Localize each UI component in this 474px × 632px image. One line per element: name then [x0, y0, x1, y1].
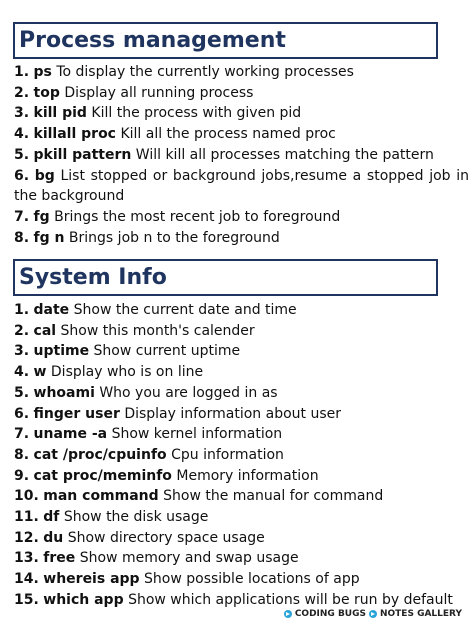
- command-number: 1.: [14, 302, 30, 318]
- system-info-list: [14, 300, 474, 611]
- list-item: [14, 228, 474, 249]
- command-number: 8.: [14, 446, 30, 463]
- list-item: [14, 145, 474, 166]
- command-number: 6.: [14, 405, 30, 422]
- footer-label-coding-bugs: CODING BUGS: [294, 609, 366, 619]
- command-number: 10.: [14, 488, 39, 505]
- list-item: [14, 507, 474, 528]
- command-name: whereis app: [43, 571, 140, 588]
- command-description: Show the manual for command: [163, 488, 384, 505]
- telegram-icon: [369, 610, 377, 618]
- section-header-process-management: [13, 22, 438, 59]
- command-description: Show this month's calender: [60, 322, 255, 339]
- command-description: Show the disk usage: [63, 509, 209, 526]
- command-description: Display all running process: [64, 84, 254, 101]
- command-description: Kill all the process named proc: [120, 126, 336, 143]
- list-item: [14, 466, 474, 487]
- command-number: 5.: [14, 384, 30, 401]
- command-name: pkill pattern: [33, 146, 132, 163]
- command-number: 11.: [14, 509, 39, 526]
- command-name: cat /proc/cpuinfo: [33, 446, 167, 463]
- list-item: [14, 166, 469, 207]
- command-name: killall proc: [33, 126, 116, 143]
- command-number: 14.: [14, 571, 39, 588]
- list-item: [14, 528, 474, 549]
- command-description: Show current uptime: [93, 343, 241, 360]
- command-description: Show memory and swap usage: [79, 550, 299, 567]
- command-number: 4.: [14, 364, 30, 381]
- command-number: 3.: [14, 343, 30, 360]
- command-name: top: [33, 84, 60, 101]
- command-number: 9.: [14, 467, 30, 484]
- command-name: kill pid: [33, 105, 87, 122]
- command-name: du: [43, 529, 64, 546]
- section-title: Process management: [19, 28, 286, 53]
- command-number: 5.: [14, 146, 30, 163]
- command-name: uptime: [33, 343, 90, 360]
- section-header-system-info: [13, 259, 438, 296]
- command-number: 7.: [14, 426, 30, 443]
- list-item: [14, 103, 474, 124]
- command-number: 6.: [14, 167, 30, 184]
- command-number: 2.: [14, 322, 30, 339]
- footer-watermark: [284, 609, 462, 619]
- command-name: uname -a: [33, 426, 108, 443]
- command-number: 7.: [14, 208, 30, 225]
- command-description: List stopped or background jobs,resume a stopped job in the background: [14, 167, 470, 205]
- command-description: Brings the most recent job to foreground: [54, 208, 341, 225]
- list-item: [14, 321, 474, 342]
- list-item: [14, 486, 474, 507]
- command-number: 13.: [14, 550, 39, 567]
- command-description: Show the current date and time: [73, 302, 297, 318]
- command-description: Kill the process with given pid: [91, 105, 302, 122]
- list-item: [14, 362, 474, 383]
- command-description: Show which applications will be run by default: [128, 591, 453, 608]
- command-name: which app: [43, 591, 124, 608]
- command-name: cal: [33, 322, 57, 339]
- command-number: 12.: [14, 529, 39, 546]
- section-title: System Info: [19, 265, 167, 290]
- command-description: Memory information: [176, 467, 319, 484]
- command-name: whoami: [33, 384, 95, 401]
- command-description: Show kernel information: [111, 426, 283, 443]
- list-item: [14, 341, 474, 362]
- command-name: fg: [33, 208, 50, 225]
- list-item: [14, 569, 474, 590]
- command-name: bg: [34, 167, 55, 184]
- list-item: [14, 404, 474, 425]
- command-name: date: [33, 302, 70, 318]
- command-name: finger user: [33, 405, 120, 422]
- command-description: Cpu information: [171, 446, 284, 463]
- telegram-icon: [284, 610, 292, 618]
- command-description: Who you are logged in as: [99, 384, 278, 401]
- list-item: [14, 83, 474, 104]
- command-description: Show possible locations of app: [144, 571, 360, 588]
- list-item: [14, 300, 474, 321]
- command-number: 2.: [14, 84, 30, 101]
- command-description: Display who is on line: [50, 364, 204, 381]
- list-item: [14, 548, 474, 569]
- command-name: cat proc/meminfo: [33, 467, 172, 484]
- command-description: Brings job n to the foreground: [68, 229, 280, 246]
- process-management-list: [14, 62, 474, 248]
- list-item: [14, 62, 474, 83]
- list-item: [14, 207, 474, 228]
- list-item: [14, 383, 474, 404]
- list-item: [14, 445, 474, 466]
- command-number: 8.: [14, 229, 30, 246]
- command-name: w: [33, 364, 47, 381]
- command-name: free: [43, 550, 76, 567]
- command-name: fg n: [33, 229, 65, 246]
- command-description: Will kill all processes matching the pattern: [135, 146, 434, 163]
- command-number: 4.: [14, 126, 30, 143]
- command-name: man command: [43, 488, 159, 505]
- command-number: 1.: [14, 64, 30, 80]
- command-description: Show directory space usage: [67, 529, 265, 546]
- list-item: [14, 424, 474, 445]
- list-item: [14, 124, 474, 145]
- list-item: [14, 590, 474, 611]
- command-number: 15.: [14, 591, 39, 608]
- command-description: Display information about user: [124, 405, 341, 422]
- command-description: To display the currently working processes: [56, 64, 354, 80]
- command-name: df: [43, 509, 60, 526]
- command-number: 3.: [14, 105, 30, 122]
- footer-label-notes-gallery: NOTES GALLERY: [379, 609, 462, 619]
- command-name: ps: [33, 64, 52, 80]
